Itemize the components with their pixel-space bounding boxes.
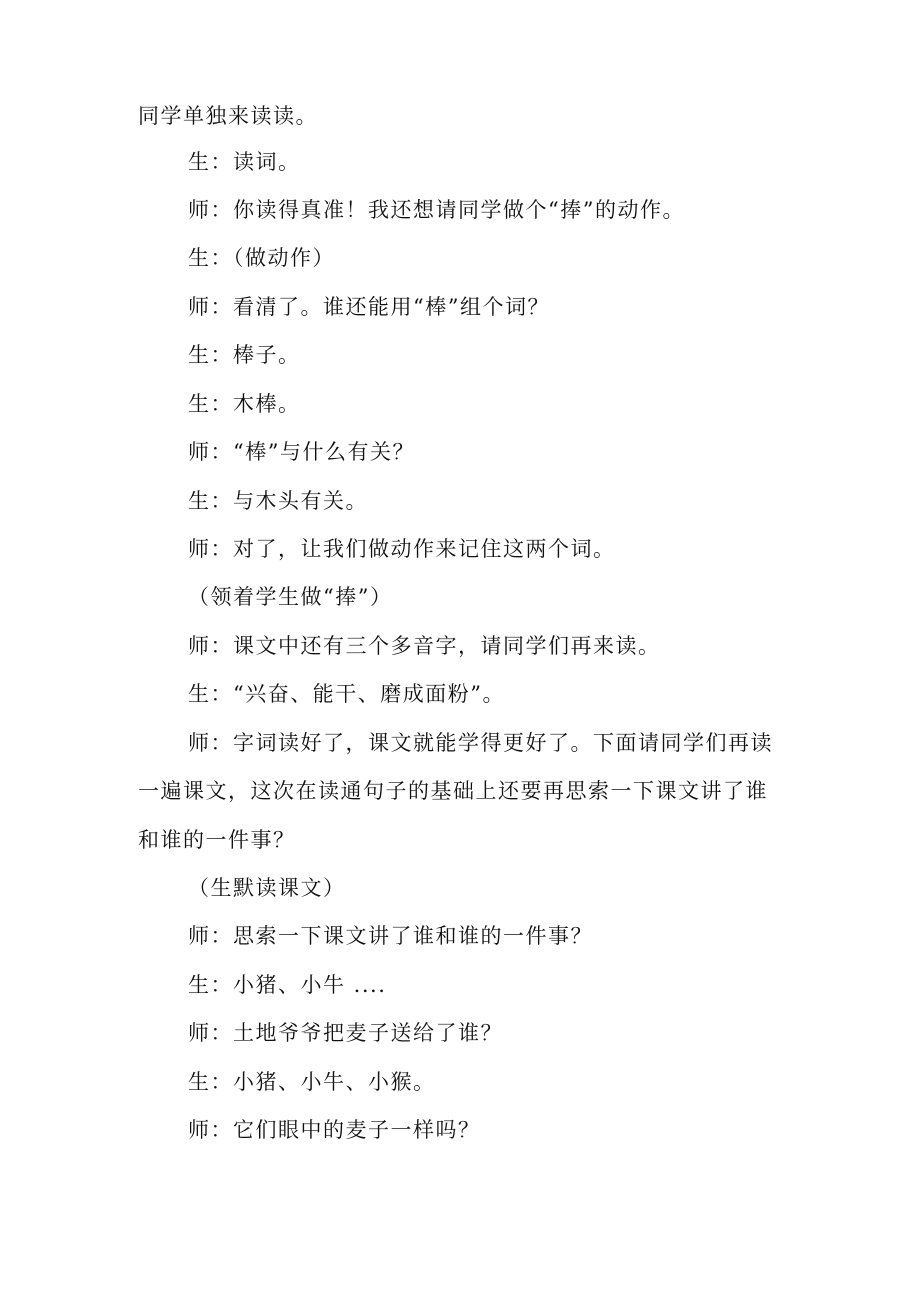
text-line: 生：（做动作） bbox=[188, 246, 335, 270]
text-line: 生：“兴奋、能干、磨成面粉”。 bbox=[188, 682, 505, 706]
text-line: 生：与木头有关。 bbox=[188, 489, 368, 513]
text-line: 师：思索一下课文讲了谁和谁的一件事？ bbox=[188, 924, 593, 948]
text-line: 一遍课文，这次在读通句子的基础上还要再思索一下课文讲了谁 bbox=[138, 779, 768, 803]
text-line: 师：“棒”与什么有关？ bbox=[188, 440, 415, 464]
text-line: 同学单独来读读。 bbox=[138, 104, 318, 128]
text-line: 师：字词读好了，课文就能学得更好了。下面请同学们再读 bbox=[188, 731, 773, 755]
text-line: 生：读词。 bbox=[188, 150, 301, 174]
text-line: 生：木棒。 bbox=[188, 392, 301, 416]
text-line: 和谁的一件事？ bbox=[138, 828, 296, 852]
text-line: 生：棒子。 bbox=[188, 343, 301, 367]
text-line: 师：土地爷爷把麦子送给了谁？ bbox=[188, 1021, 503, 1045]
text-line: 师：你读得真准！我还想请同学做个“捧”的动作。 bbox=[188, 198, 685, 222]
text-line: 生：小猪、小牛、小猴。 bbox=[188, 1070, 436, 1094]
text-line: 师：对了，让我们做动作来记住这两个词。 bbox=[188, 537, 616, 561]
text-line: 生：小猪、小牛 .... bbox=[188, 973, 387, 997]
text-line: 师：看清了。谁还能用“棒”组个词？ bbox=[188, 295, 550, 319]
text-line: （领着学生做“捧”） bbox=[188, 585, 393, 609]
text-line: 师：它们眼中的麦子一样吗？ bbox=[188, 1118, 481, 1142]
text-line: （生默读课文） bbox=[188, 876, 346, 900]
text-line: 师：课文中还有三个多音字，请同学们再来读。 bbox=[188, 634, 661, 658]
